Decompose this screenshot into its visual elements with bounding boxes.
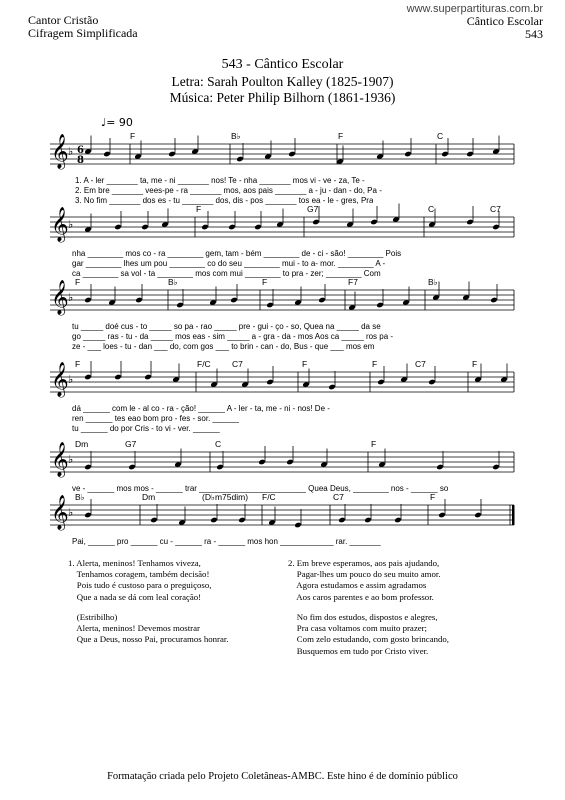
chord-symbol: (D♭m75dim) (202, 492, 249, 502)
chord-symbol: B♭ (231, 131, 241, 141)
treble-clef-icon: 𝄞 (51, 362, 69, 397)
staff-system (50, 495, 515, 531)
chord-symbol: F (371, 439, 377, 449)
lyric-line: 1. A - ler _______ ta, me - ni _______ nos! Te - nha _______ mos vi - ve - za, Te - (75, 176, 365, 185)
chord-symbol: Dm (75, 439, 89, 449)
lyric-line: tu ______ do por Cris - to vi - ver. ______ (72, 424, 220, 433)
flat-key-icon: ♭ (68, 453, 74, 466)
chord-symbol: Dm (142, 492, 156, 502)
tempo-mark: ♩= 90 (101, 116, 133, 129)
chord-symbol: F (262, 277, 268, 287)
lyric-line: ca ________ sa vol - ta ________ mos com mui ________ to pra - zer; ________ Com (72, 269, 381, 278)
stanza-3: No fim dos estudos, dispostos e alegres, Pra casa voltamos com muito prazer; Com zelo estudando, com gosto brincando, Busquemos em tudo por Cristo viver. (296, 612, 450, 656)
header-song-title: Cântico Escolar (466, 14, 543, 28)
chord-symbol: F (75, 359, 81, 369)
chord-symbol: F (196, 204, 202, 214)
music-credit: Música: Peter Philip Bilhorn (1861-1936) (169, 90, 396, 105)
flat-key-icon: ♭ (68, 145, 74, 158)
chord-symbol: C (437, 131, 444, 141)
chord-symbol: F (430, 492, 436, 502)
chord-symbol: G7 (307, 204, 319, 214)
treble-clef-icon: 𝄞 (51, 207, 69, 242)
refrain: (Estribilho) Alerta, meninos! Devemos mostrar Que a Deus, nosso Pai, procuramos honrar. (76, 612, 229, 645)
chord-symbol: F (302, 359, 308, 369)
chord-symbol: G7 (125, 439, 137, 449)
lyric-line: 3. No fim _______ dos es - tu _______ dos, dis - pos _______ tos ea - le - gres, Pra (75, 196, 374, 205)
treble-clef-icon: 𝄞 (51, 442, 69, 477)
lyric-line: tu _____ doé cus - to _____ so pa - rao _____ pre - gui - ço - so, Quea na _____ da se (72, 322, 381, 331)
chord-symbol: F (372, 359, 378, 369)
lyric-line: gar ________ lhes um pou ________ co do seu ________ mui - to a- mor. ________ A - (72, 259, 386, 268)
stanza-1: 1. Alerta, meninos! Tenhamos viveza, Tenhamos coragem, também decisão! Pois tudo é custoso para o preguiçoso, Que a nada se dá com leal coração! (68, 558, 212, 602)
flat-key-icon: ♭ (68, 506, 74, 519)
chord-symbol: F (75, 277, 81, 287)
stanza-2: 2. Em breve esperamos, aos pais ajudando, Pagar-lhes um pouco do seu muito amor. Agora estudamos e assim agradamos Aos caros parentes e ao bom professor. (288, 558, 441, 602)
staff-system (50, 442, 514, 478)
hymnal-name: Cantor Cristão (28, 13, 99, 27)
lyric-line: ze - ___ loes - tu - dan ___ do, com gos ___ to brin - can - do, Bus - que ___ mos em (72, 342, 375, 351)
chord-symbol: F (338, 131, 344, 141)
lyric-line: ren ______ tes eao bom pro - fes - sor. ______ (72, 414, 240, 423)
staff-system (50, 280, 514, 316)
lyric-line: nha ________ mos co - ra ________ gem, tam - bém ________ de - ci - são! ________ Pois (72, 249, 402, 258)
chord-symbol: F (472, 359, 478, 369)
flat-key-icon: ♭ (68, 373, 74, 386)
flat-key-icon: ♭ (68, 218, 74, 231)
chord-symbol: F (130, 131, 136, 141)
footer-note: Formatação criada pelo Projeto Coletâneas-AMBC. Este hino é de domínio público (107, 771, 458, 782)
staff-system (50, 204, 514, 244)
chord-symbol: B♭ (428, 277, 438, 287)
lyric-line: 2. Em bre _______ vees-pe - ra _______ mos, aos pais _______ a - ju - dan - do, Pa - (75, 186, 382, 195)
lyric-line: ve - ______ mos mos - ______ trar ________________________ Quea Deus, ________ nos - ______ so (72, 484, 449, 493)
chord-symbol: F7 (348, 277, 358, 287)
lyrics-credit: Letra: Sarah Poulton Kalley (1825-1907) (171, 74, 394, 89)
chord-symbol: B♭ (75, 492, 85, 502)
time-signature-top: 6 (77, 145, 84, 156)
lyric-line: go _____ ras - tu - da _____ mos eas - sim _____ a - gra - da - mos Aos ca _____ ros pa - (72, 332, 394, 341)
staff-system (50, 134, 514, 170)
lyric-line: Pai, ______ pro ______ cu - ______ ra - ______ mos hon ____________ rar. _______ (72, 537, 381, 546)
header-song-number: 543 (525, 27, 543, 41)
treble-clef-icon: 𝄞 (51, 495, 69, 530)
chord-symbol: C7 (490, 204, 501, 214)
source-url[interactable]: www.superpartituras.com.br (406, 3, 543, 15)
lyric-line: dá ______ com le - al co - ra - ção! ______ A - ler - ta, me - ni - nos! De - (72, 404, 330, 413)
chord-symbol: C (428, 204, 435, 214)
chord-symbol: C7 (232, 359, 243, 369)
song-title: 543 - Cântico Escolar (221, 57, 344, 72)
edition-name: Cifragem Simplificada (28, 26, 138, 40)
quarter-note-icon: ♩ (101, 116, 107, 129)
treble-clef-icon: 𝄞 (51, 280, 69, 315)
time-signature-bottom: 8 (77, 155, 84, 166)
chord-symbol: F/C (197, 359, 211, 369)
chord-symbol: C7 (415, 359, 426, 369)
chord-symbol: C (215, 439, 222, 449)
chord-symbol: B♭ (168, 277, 178, 287)
chord-symbol: C7 (333, 492, 344, 502)
treble-clef-icon: 𝄞 (51, 134, 69, 169)
flat-key-icon: ♭ (68, 291, 74, 304)
chord-symbol: F/C (262, 492, 276, 502)
staff-system (50, 361, 514, 398)
